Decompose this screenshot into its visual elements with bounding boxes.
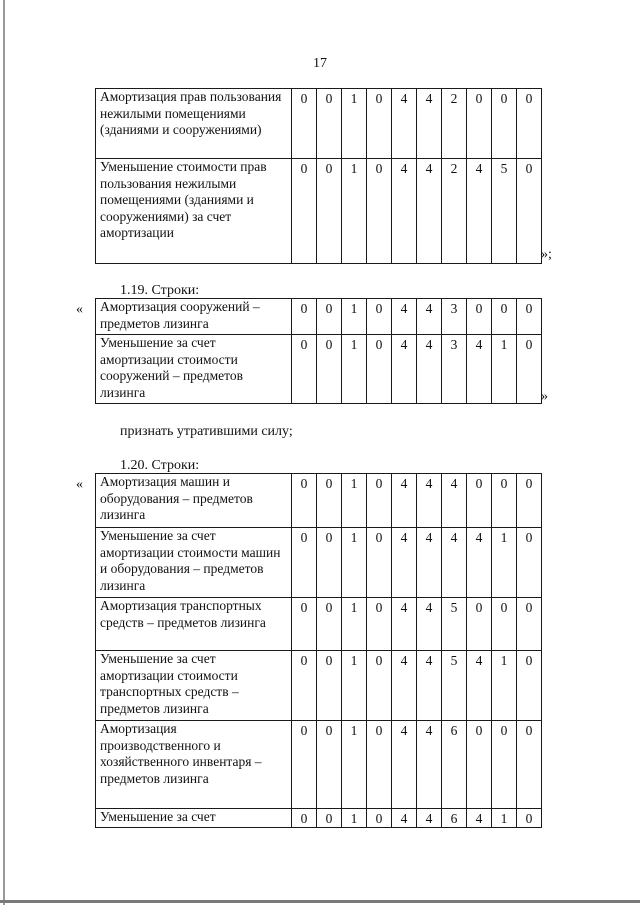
code-digit: 0	[467, 299, 492, 335]
code-digit: 0	[492, 89, 517, 159]
table-row	[96, 335, 542, 404]
code-digit: 1	[492, 809, 517, 828]
opening-quote-mark: «	[76, 477, 83, 492]
scan-left-edge	[3, 0, 5, 905]
code-digit: 3	[442, 335, 467, 404]
scan-bottom-edge	[0, 900, 640, 903]
code-digit: 1	[342, 651, 367, 721]
code-digit: 0	[292, 299, 317, 335]
code-digit: 4	[417, 528, 442, 598]
code-digit: 1	[342, 299, 367, 335]
code-digit: 0	[367, 809, 392, 828]
code-digit: 0	[367, 721, 392, 809]
code-digit: 5	[442, 598, 467, 651]
code-digit: 4	[392, 809, 417, 828]
code-digit: 0	[517, 598, 542, 651]
code-digit: 0	[517, 474, 542, 528]
code-digit: 0	[367, 89, 392, 159]
code-digit: 0	[317, 598, 342, 651]
code-digit: 6	[442, 809, 467, 828]
codes-table-1-20	[95, 473, 542, 828]
code-digit: 0	[292, 335, 317, 404]
code-digit: 4	[417, 335, 442, 404]
code-digit: 4	[392, 89, 417, 159]
code-digit: 1	[342, 159, 367, 264]
code-digit: 0	[292, 474, 317, 528]
codes-table-1-18	[95, 88, 542, 264]
code-digit: 0	[517, 721, 542, 809]
table-row	[96, 528, 542, 598]
code-digit: 3	[442, 299, 467, 335]
code-digit: 4	[442, 474, 467, 528]
code-digit: 0	[367, 474, 392, 528]
code-digit: 0	[492, 474, 517, 528]
row-label: Амортизация производственного и хозяйственного инвентаря – предметов лизинга	[96, 721, 292, 809]
code-digit: 1	[342, 474, 367, 528]
page-number: 17	[313, 56, 327, 71]
code-digit: 4	[392, 335, 417, 404]
code-digit: 0	[492, 598, 517, 651]
code-digit: 0	[292, 159, 317, 264]
code-digit: 4	[392, 598, 417, 651]
conclusion-text: признать утратившими силу;	[120, 424, 293, 439]
code-digit: 0	[292, 528, 317, 598]
section-heading-1-19: 1.19. Строки:	[120, 283, 200, 298]
code-digit: 0	[517, 89, 542, 159]
code-digit: 0	[292, 809, 317, 828]
code-digit: 4	[392, 528, 417, 598]
code-digit: 4	[417, 474, 442, 528]
code-digit: 0	[317, 299, 342, 335]
code-digit: 0	[317, 335, 342, 404]
code-digit: 0	[467, 474, 492, 528]
code-digit: 0	[517, 159, 542, 264]
row-label: Уменьшение за счет	[96, 809, 292, 828]
code-digit: 0	[367, 299, 392, 335]
opening-quote-mark: «	[76, 302, 83, 317]
row-label: Уменьшение за счет амортизации стоимости сооружений – предметов лизинга	[96, 335, 292, 404]
code-digit: 4	[467, 528, 492, 598]
table-row	[96, 651, 542, 721]
code-digit: 4	[392, 299, 417, 335]
code-digit: 1	[492, 651, 517, 721]
row-label: Уменьшение за счет амортизации стоимости транспортных средств – предметов лизинга	[96, 651, 292, 721]
table-row	[96, 721, 542, 809]
code-digit: 0	[492, 299, 517, 335]
code-digit: 0	[292, 721, 317, 809]
code-digit: 0	[467, 598, 492, 651]
code-digit: 1	[342, 598, 367, 651]
row-label: Амортизация транспортных средств – предметов лизинга	[96, 598, 292, 651]
code-digit: 1	[342, 335, 367, 404]
code-digit: 0	[367, 335, 392, 404]
table-row	[96, 474, 542, 528]
row-label: Уменьшение за счет амортизации стоимости машин и оборудования – предметов лизинга	[96, 528, 292, 598]
code-digit: 0	[317, 528, 342, 598]
code-digit: 0	[317, 89, 342, 159]
code-digit: 4	[467, 651, 492, 721]
code-digit: 4	[417, 159, 442, 264]
code-digit: 0	[292, 651, 317, 721]
closing-quote-mark: »	[541, 389, 548, 404]
code-digit: 0	[517, 528, 542, 598]
code-digit: 0	[492, 721, 517, 809]
code-digit: 4	[467, 809, 492, 828]
code-digit: 0	[317, 474, 342, 528]
code-digit: 4	[467, 159, 492, 264]
code-digit: 0	[467, 89, 492, 159]
codes-table-1-19	[95, 298, 542, 404]
code-digit: 4	[417, 89, 442, 159]
code-digit: 0	[367, 528, 392, 598]
code-digit: 4	[442, 528, 467, 598]
code-digit: 5	[492, 159, 517, 264]
code-digit: 1	[492, 335, 517, 404]
code-digit: 2	[442, 159, 467, 264]
code-digit: 0	[517, 335, 542, 404]
code-digit: 1	[342, 721, 367, 809]
code-digit: 1	[342, 89, 367, 159]
code-digit: 0	[317, 809, 342, 828]
code-digit: 1	[492, 528, 517, 598]
code-digit: 0	[517, 299, 542, 335]
code-digit: 0	[317, 651, 342, 721]
table-row	[96, 598, 542, 651]
code-digit: 0	[292, 89, 317, 159]
row-label: Уменьшение стоимости прав пользования нежилыми помещениями (зданиями и сооружениями) за счет амортизации	[96, 159, 292, 264]
code-digit: 0	[367, 651, 392, 721]
section-heading-1-20: 1.20. Строки:	[120, 458, 200, 473]
closing-quote-mark: »;	[541, 247, 552, 262]
code-digit: 4	[417, 598, 442, 651]
code-digit: 4	[417, 721, 442, 809]
row-label: Амортизация прав пользования нежилыми помещениями (зданиями и сооружениями)	[96, 89, 292, 159]
code-digit: 4	[392, 651, 417, 721]
row-label: Амортизация сооружений – предметов лизинга	[96, 299, 292, 335]
code-digit: 4	[392, 159, 417, 264]
code-digit: 4	[392, 721, 417, 809]
code-digit: 0	[317, 159, 342, 264]
code-digit: 4	[467, 335, 492, 404]
table-row	[96, 299, 542, 335]
code-digit: 0	[292, 598, 317, 651]
code-digit: 0	[517, 651, 542, 721]
code-digit: 0	[517, 809, 542, 828]
code-digit: 6	[442, 721, 467, 809]
code-digit: 0	[317, 721, 342, 809]
table-row	[96, 89, 542, 159]
code-digit: 4	[417, 809, 442, 828]
code-digit: 1	[342, 528, 367, 598]
code-digit: 4	[392, 474, 417, 528]
code-digit: 4	[417, 299, 442, 335]
code-digit: 0	[467, 721, 492, 809]
code-digit: 4	[417, 651, 442, 721]
table-row	[96, 159, 542, 264]
code-digit: 2	[442, 89, 467, 159]
code-digit: 1	[342, 809, 367, 828]
code-digit: 0	[367, 598, 392, 651]
code-digit: 5	[442, 651, 467, 721]
table-row	[96, 809, 542, 828]
row-label: Амортизация машин и оборудования – предметов лизинга	[96, 474, 292, 528]
code-digit: 0	[367, 159, 392, 264]
